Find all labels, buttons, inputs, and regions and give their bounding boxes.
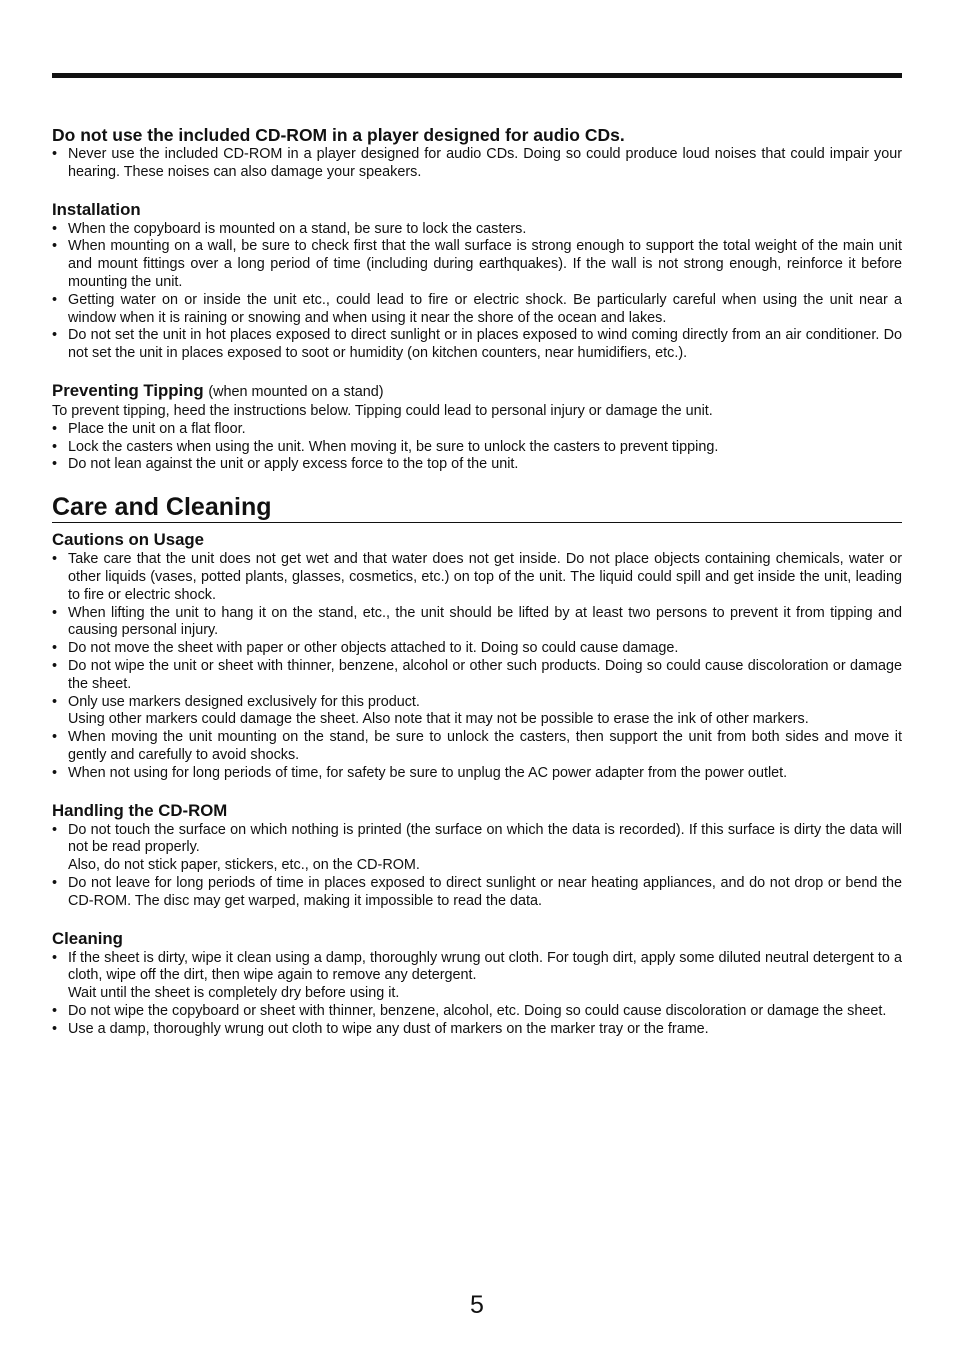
- list-item: [52, 421, 902, 439]
- item-text: • When not using for long periods of time, for safety be sure to unplug the AC power adapter from the power outlet.: [68, 764, 788, 781]
- page-content: [52, 124, 902, 1055]
- item-text-continued: Using other markers could damage the sheet. Also note that it may not be possible to erase the ink of other markers.: [68, 711, 809, 728]
- list-item: [52, 875, 902, 911]
- item-text: • Do not wipe the copyboard or sheet with thinner, benzene, alcohol, etc. Doing so could cause discoloration or damage the sheet.: [68, 1002, 887, 1019]
- section-cautions-on-usage: [52, 529, 902, 782]
- item-text: • Lock the casters when using the unit. When moving it, be sure to unlock the casters to prevent tipping.: [68, 438, 719, 455]
- item-text-continued: Also, do not stick paper, stickers, etc., on the CD-ROM.: [68, 857, 420, 874]
- list-item: [52, 327, 902, 363]
- bullet-list: [52, 221, 902, 363]
- item-text: • Do not set the unit in hot places exposed to direct sunlight or in places exposed to wind coming directly from an air conditioner. Do not set the unit in places exposed to soot or humidity (on kitchen counters, near humidifiers, etc.).: [68, 327, 902, 362]
- section-preventing-tipping: [52, 380, 902, 474]
- intro-text: To prevent tipping, heed the instructions below. Tipping could lead to personal injury or damage the unit.: [52, 402, 713, 419]
- item-text: • When the copyboard is mounted on a stand, be sure to lock the casters.: [68, 220, 527, 237]
- list-item: [52, 729, 902, 765]
- item-text: • When moving the unit mounting on the stand, be sure to unlock the casters, then support the unit from both sides and move it gently and carefully to avoid shocks.: [68, 729, 902, 763]
- list-item: [52, 221, 902, 239]
- item-text: • Do not touch the surface on which nothing is printed (the surface on which the data is recorded). If this surface is dirty the data will not be read properly.: [68, 821, 902, 856]
- section-heading: Handling the CD-ROM: [52, 800, 228, 820]
- list-item: [52, 950, 902, 1003]
- section-installation: [52, 199, 902, 363]
- bullet-list: [52, 822, 902, 911]
- heading-note: (when mounted on a stand): [208, 383, 384, 400]
- section-cdrom-warning: [52, 124, 902, 182]
- list-item: [52, 658, 902, 694]
- list-item: [52, 439, 902, 457]
- list-item: [52, 640, 902, 658]
- list-item: [52, 456, 902, 474]
- item-text: • Do not wipe the unit or sheet with thinner, benzene, alcohol or other such products. Doing so could cause discoloration or damage the sheet.: [68, 657, 902, 692]
- list-item: [52, 292, 902, 328]
- list-item: [52, 765, 902, 783]
- bullet-list: [52, 551, 902, 782]
- chapter-title: Care and Cleaning: [52, 492, 902, 523]
- item-text: • When mounting on a wall, be sure to check first that the wall surface is strong enough to support the total weight of the main unit and mount fittings over a long period of time (including during earthquakes). If the wall is not strong enough, reinforce it before mounting the unit.: [68, 238, 902, 290]
- list-item: [52, 238, 902, 291]
- item-text: • Take care that the unit does not get wet and that water does not get inside. Do not place objects containing chemicals, water or other liquids (vases, potted plants, glasses, cosmetics, etc.) on top of the unit. The liquid could spill and get inside the unit, leading to fire or electric shock.: [68, 551, 902, 603]
- item-text: • Do not move the sheet with paper or other objects attached to it. Doing so could cause damage.: [68, 640, 679, 657]
- item-text: • Never use the included CD-ROM in a player designed for audio CDs. Doing so could produce loud noises that could impair your hearing. These noises can also damage your speakers.: [68, 146, 902, 180]
- bullet-list: [52, 950, 902, 1039]
- item-text: • Getting water on or inside the unit etc., could lead to fire or electric shock. Be particularly careful when using the unit near a window when it is raining or snowing and when using it near the shore of the ocean and lakes.: [68, 291, 902, 326]
- section-heading: Cleaning: [52, 928, 123, 948]
- item-text: • Do not leave for long periods of time in places exposed to direct sunlight or near heating appliances, and do not drop or bend the CD-ROM. The disc may get warped, making it impossible to read the data.: [68, 874, 902, 909]
- item-text: • Do not lean against the unit or apply excess force to the top of the unit.: [68, 456, 519, 473]
- item-text: • Only use markers designed exclusively for this product.: [68, 693, 420, 710]
- section-heading: Cautions on Usage: [52, 530, 204, 550]
- section-heading: [52, 380, 902, 403]
- top-rule: [52, 73, 902, 78]
- list-item: [52, 822, 902, 875]
- list-item: [52, 694, 902, 730]
- list-item: [52, 1021, 902, 1039]
- section-heading: Installation: [52, 199, 141, 219]
- section-cleaning: [52, 928, 902, 1039]
- section-handling-cdrom: [52, 800, 902, 911]
- item-text: • Place the unit on a flat floor.: [68, 420, 246, 437]
- bullet-list: [52, 146, 902, 182]
- list-item: [52, 1003, 902, 1021]
- item-text: • When lifting the unit to hang it on the stand, etc., the unit should be lifted by at least two persons to prevent it from tipping and causing personal injury.: [68, 604, 902, 639]
- heading-text: Preventing Tipping: [52, 380, 204, 400]
- item-text: • If the sheet is dirty, wipe it clean using a damp, thoroughly wrung out cloth. For tough dirt, apply some diluted neutral detergent to a cloth, wipe off the dirt, then wipe again to remove any detergent.: [68, 949, 902, 984]
- list-item: [52, 551, 902, 604]
- page-number: 5: [470, 1291, 484, 1319]
- item-text: • Use a damp, thoroughly wrung out cloth to wipe any dust of markers on the marker tray or the frame.: [68, 1020, 709, 1037]
- list-item: [52, 605, 902, 641]
- section-heading: Do not use the included CD-ROM in a player designed for audio CDs.: [52, 125, 625, 145]
- item-text-continued: Wait until the sheet is completely dry before using it.: [68, 985, 400, 1002]
- bullet-list: [52, 421, 902, 474]
- list-item: [52, 146, 902, 182]
